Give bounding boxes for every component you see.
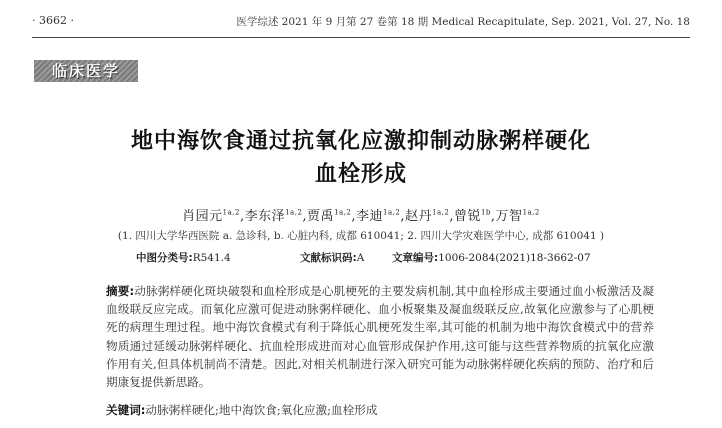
abstract [106, 282, 654, 391]
keywords-text: 动脉粥样硬化;地中海饮食;氧化应激;血栓形成 [145, 403, 378, 417]
author: 万智$^{1a,2}$ [495, 208, 540, 224]
abstract-label: 摘要: [106, 284, 135, 298]
journal-citation: 医学综述 2021 年 9 月第 27 卷第 18 期 Medical Recapitulate, Sep. 2021, Vol. 27, No. 18 [236, 16, 690, 28]
document-code: 文献标识码:A [300, 252, 365, 264]
section-tag: 临床医学 [34, 60, 138, 82]
article-number: 文章编号:1006-2084(2021)18-3662-07 [392, 252, 591, 264]
author-list: 肖园元$^{1a,2}$,李东泽$^{1a,2}$,贾禹$^{1a,2}$,李迪$^{1a,2}$,赵丹$^{1a,2}$,曾锐$^{1b}$,万智$^{1a,2}$ [182, 208, 540, 224]
article-title-line-2: 血栓形成 [314, 162, 407, 187]
author: 李东泽$^{1a,2}$ [244, 208, 303, 224]
abstract-text: 动脉粥样硬化斑块破裂和血栓形成是心肌梗死的主要发病机制,其中血栓形成主要通过血小板激活及凝血级联反应完成。而氧化应激可促进动脉粥样硬化、血小板聚集及凝血级联反应,故氧化应激参与了心肌梗死的病理生理过程。地中海饮食模式有利于降低心肌梗死发生率,其可能的机制为地中海饮食模式中的营养物质通过延缓动脉粥样硬化、抗血栓形成进而对心血管形成保护作用,这可能与这些营养物质的抗氧化应激作用有关,但具体机制尚不清楚。因此,对相关机制进行深入研究可能为动脉粥样硬化疾病的预防、治疗和后期康复提供新思路。 [106, 284, 654, 390]
author: 李迪$^{1a,2}$ [356, 208, 401, 224]
author: 赵丹$^{1a,2}$ [404, 208, 450, 224]
page-number: · 3662 · [32, 14, 74, 27]
clc-number: 中图分类号:R541.4 [136, 252, 231, 264]
keywords [106, 402, 654, 418]
header-rule [32, 37, 690, 38]
author: 肖园元$^{1a,2}$ [182, 208, 240, 224]
article-title-line-1: 地中海饮食通过抗氧化应激抑制动脉粥样硬化 [130, 129, 591, 154]
affiliation: (1. 四川大学华西医院 a. 急诊科, b. 心脏内科, 成都 610041; 2. 四川大学灾难医学中心, 成都 610041 ) [117, 230, 605, 242]
keywords-label: 关键词: [106, 403, 146, 417]
author: 曾锐$^{1b}$ [453, 208, 491, 224]
author: 贾禹$^{1a,2}$ [307, 208, 352, 224]
